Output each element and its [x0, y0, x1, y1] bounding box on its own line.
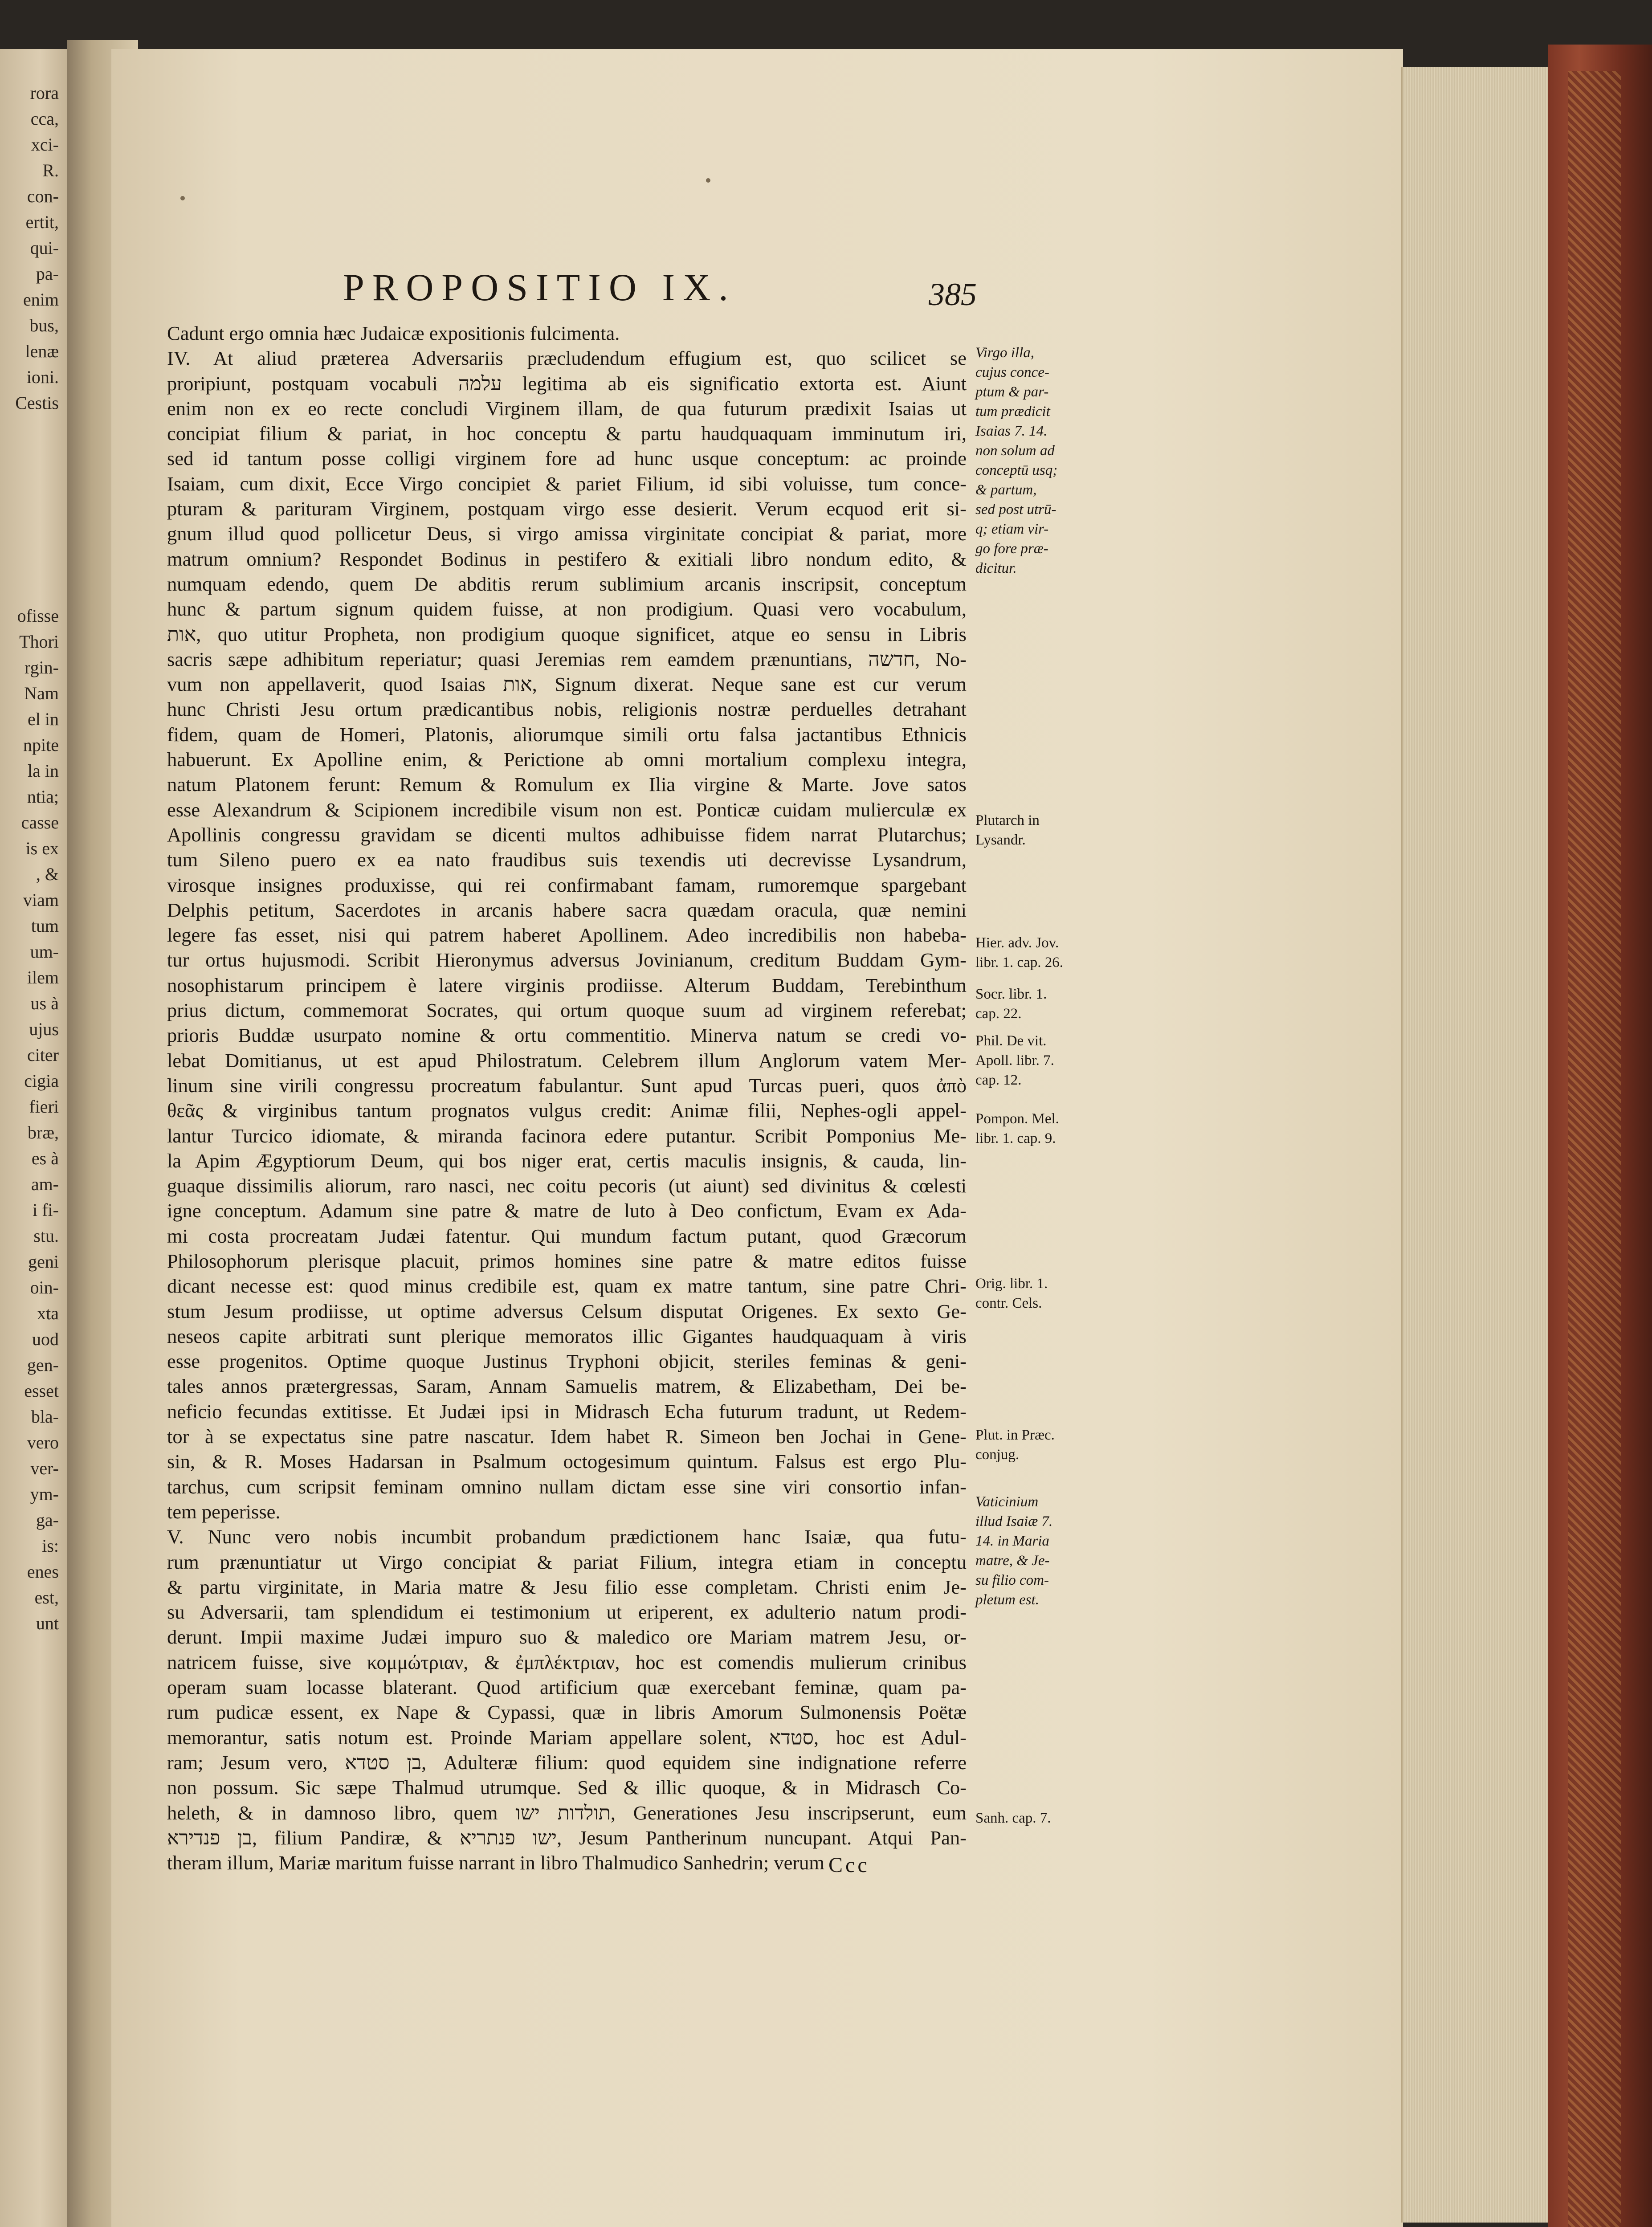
- left-fragment: us à: [30, 993, 59, 1013]
- left-fragment: Cestis: [15, 393, 59, 413]
- left-fragment: ioni.: [26, 367, 59, 387]
- margin-note-line: su filio com-: [975, 1572, 1049, 1588]
- text-line: ram; Jesum vero, בן סטדא, Adulteræ filium: quod equidem sine indignatione referre: [167, 1751, 967, 1774]
- margin-note-line: Apoll. libr. 7.: [975, 1052, 1054, 1069]
- text-line: mi costa procreatam Judæi fatentur. Qui mundum factum putant, quod Græcorum: [167, 1224, 967, 1247]
- left-fragment: con-: [27, 186, 59, 206]
- margin-note: [975, 1109, 1078, 1148]
- margin-note-line: conjug.: [975, 1447, 1020, 1463]
- left-fragment: cca,: [30, 109, 59, 129]
- left-fragment: pa-: [36, 264, 59, 284]
- text-line: su Adversarii, tam splendidum ei testimonium ut eriperent, ex adulterio natum prodi-: [167, 1601, 967, 1623]
- left-fragment: uod: [32, 1329, 59, 1349]
- margin-note-line: cap. 12.: [975, 1072, 1022, 1088]
- margin-note-line: q; etiam vir-: [975, 521, 1049, 537]
- text-line: habuerunt. Ex Apolline enim, & Perictione ab omni mortalium complexu integra,: [167, 748, 967, 771]
- margin-note-line: Lysandr.: [975, 832, 1026, 848]
- text-line: memorantur, satis notum est. Proinde Mariam appellare solent, סטדא, hoc est Adul-: [167, 1726, 967, 1749]
- text-line: theram illum, Mariæ maritum fuisse narrant in libro Thalmudico Sanhedrin; verum: [167, 1852, 825, 1874]
- text-line: lebat Domitianus, ut est apud Philostratum. Celebrem illum Anglorum vatem Mer-: [167, 1049, 967, 1072]
- margin-note-line: tum prædicit: [975, 404, 1050, 420]
- text-line: prius dictum, commemorat Socrates, qui ortum quoque suum ad virginem referebat;: [167, 999, 967, 1022]
- left-fragment: ver-: [30, 1458, 59, 1478]
- text-line: vum non appellaverit, quod Isaias אות, Signum dixerat. Neque sane est cur verum: [167, 673, 967, 696]
- margin-note-line: Virgo illa,: [975, 345, 1034, 361]
- left-fragment: ofisse: [17, 606, 59, 626]
- text-line: stum Jesum prodiisse, ut optime adversus Celsum disputat Origenes. Ex sexto Ge-: [167, 1300, 967, 1322]
- left-fragment: , &: [36, 864, 59, 884]
- margin-note: [975, 1492, 1078, 1610]
- text-line: linum sine virili congressu procreatum fabulantur. Sunt apud Turcas pueri, quos ἀπὸ: [167, 1074, 967, 1097]
- margin-note: [975, 984, 1078, 1024]
- text-line: lantur Turcico idiomate, & miranda facinora edere putantur. Scribit Pomponius Me-: [167, 1124, 967, 1147]
- margin-note-line: cap. 22.: [975, 1006, 1022, 1022]
- left-fragment: oin-: [30, 1277, 59, 1297]
- text-line: Isaiam, cum dixit, Ecce Virgo concipiet & pariet Filium, id sibi voluisse, tum conce-: [167, 472, 967, 495]
- text-line: neficio fecundas extitisse. Et Judæi ipsi in Midrasch Echa futurum tradunt, ut Redem-: [167, 1400, 967, 1423]
- left-fragment: ga-: [36, 1510, 59, 1530]
- margin-note: [975, 1031, 1078, 1090]
- margin-note-line: Sanh. cap. 7.: [975, 1810, 1051, 1826]
- left-fragment: ntia;: [27, 787, 59, 807]
- left-fragment: ilem: [27, 967, 59, 987]
- text-line: rum prænuntiatur ut Virgo concipiat & pariat Filium, integra etiam in conceptu: [167, 1550, 967, 1573]
- text-line: hunc & partum signum quidem fuisse, at non prodigium. Quasi vero vocabulum,: [167, 598, 967, 620]
- text-line: heleth, & in damnoso libro, quem תולדות ישו, Generationes Jesu inscripserunt, eum: [167, 1801, 967, 1824]
- margin-note-line: pletum est.: [975, 1592, 1039, 1608]
- text-line: esse Alexandrum & Scipionem incredibile visum non est. Ponticæ cuidam mulierculæ ex: [167, 798, 967, 821]
- text-line: hunc Christi Jesu ortum prædicantibus nobis, religionis nostræ perduelles detrahant: [167, 698, 967, 721]
- left-fragment: el in: [28, 709, 59, 729]
- margin-note-line: Vaticinium: [975, 1494, 1039, 1510]
- text-line: virosque insignes produxisse, qui rei confirmabant famam, rumoremque spargebant: [167, 873, 967, 896]
- text-line: θεᾶς & virginibus tantum prognatos vulgus credit: Animæ filii, Nephes-ogli appel-: [167, 1099, 967, 1122]
- text-line: tarchus, cum scripsit feminam omnino nullam dictam esse sine viri consortio infan-: [167, 1475, 967, 1498]
- text-line: tor à se expectatus sine patre nascatur. Idem habet R. Simeon ben Jochai in Gene-: [167, 1425, 967, 1448]
- text-line: rum pudicæ essent, ex Nape & Cypassi, quæ in libris Amorum Sulmonensis Poëtæ: [167, 1701, 967, 1724]
- margin-note-line: Orig. libr. 1.: [975, 1276, 1048, 1292]
- text-line: numquam edendo, quem De abditis rerum sublimium arcanis inscripsit, conceptum: [167, 572, 967, 595]
- margin-note-line: go fore præ-: [975, 541, 1048, 557]
- left-fragment: unt: [36, 1613, 59, 1633]
- left-fragment: R.: [42, 160, 59, 180]
- left-fragment: bus,: [29, 315, 59, 335]
- margin-note-line: dicitur.: [975, 560, 1017, 576]
- text-line: Delphis petitum, Sacerdotes in arcanis habere sacra quædam oracula, quæ nemini: [167, 898, 967, 921]
- text-line: dicant necesse est: quod minus credibile est, quam ex matre tantum, sine patre Chri-: [167, 1275, 967, 1297]
- page-block-edge: [1401, 67, 1550, 2223]
- text-line: non possum. Sic sæpe Thalmud utrumque. Sed & illic quoque, & in Midrasch Co-: [167, 1776, 967, 1799]
- margin-note-line: Pompon. Mel.: [975, 1111, 1059, 1127]
- margin-note-line: Phil. De vit.: [975, 1033, 1047, 1049]
- text-line: enim non ex eo recte concludi Virginem illam, de qua futurum prædixit Isaias ut: [167, 397, 967, 420]
- margin-note-line: libr. 1. cap. 26.: [975, 954, 1064, 971]
- text-line: Apollinis congressu gravidam se dicenti multos adhibuisse fidem narrat Plutarchus;: [167, 823, 967, 846]
- margin-note-line: & partum,: [975, 482, 1037, 498]
- text-line: IV. At aliud præterea Adversariis præcludendum effugium est, quo scilicet se: [167, 347, 967, 370]
- margin-note: [975, 811, 1078, 850]
- text-line: matrum omnium? Respondet Bodinus in pestifero & exitiali libro nondum edito, &: [167, 547, 967, 570]
- left-fragment: citer: [27, 1045, 59, 1065]
- left-fragment: enim: [23, 290, 59, 310]
- text-line: natricem fuisse, sive κομμώτριαν, & ἐμπλέκτριαν, hoc est comendis mulierum crinibus: [167, 1651, 967, 1673]
- running-head: PROPOSITIO IX.: [343, 266, 736, 309]
- margin-note-line: matre, & Je-: [975, 1553, 1050, 1569]
- left-fragment: stu.: [33, 1226, 59, 1246]
- text-line: neseos capite arbitrati sunt plerique memoratos illic Gigantes haudquaquam à viris: [167, 1325, 967, 1347]
- signature-mark: Ccc: [828, 1853, 870, 1877]
- left-fragment: vero: [27, 1432, 59, 1452]
- text-line: pturam & parituram Virginem, postquam virgo esse desierit. Verum ecquod erit si-: [167, 498, 967, 520]
- left-fragment: rgin-: [24, 657, 59, 677]
- margin-note: [975, 343, 1078, 578]
- paper-speck: [180, 196, 185, 200]
- left-fragment: ym-: [30, 1484, 59, 1504]
- text-line: V. Nunc vero nobis incumbit probandum prædictionem hanc Isaiæ, qua futu-: [167, 1525, 967, 1548]
- margin-note: [975, 1808, 1078, 1828]
- text-line: esse progenitos. Optime quoque Justinus Tryphoni objicit, steriles feminas & geni-: [167, 1350, 967, 1373]
- left-fragment: la in: [28, 761, 59, 781]
- text-line: Cadunt ergo omnia hæc Judaicæ expositionis fulcimenta.: [167, 322, 620, 344]
- text-line: legere fas esset, nisi qui patrem haberet Apollinem. Adeo incredibilis non habeba-: [167, 924, 967, 946]
- margin-note-line: Hier. adv. Jov.: [975, 935, 1059, 951]
- left-fragment: es à: [31, 1148, 59, 1168]
- margin-note-line: cujus conce-: [975, 364, 1049, 380]
- left-fragment: esset: [24, 1381, 59, 1401]
- margin-note-line: Plutarch in: [975, 812, 1040, 828]
- body-text: [167, 321, 967, 1875]
- left-fragment: is ex: [25, 838, 59, 858]
- text-line: gnum illud quod pollicetur Deus, si virgo amissa virginitate concipiat & pariat, more: [167, 522, 967, 545]
- left-fragment: enes: [27, 1562, 59, 1582]
- left-fragment: um-: [30, 942, 59, 962]
- left-fragment: est,: [34, 1587, 59, 1607]
- left-fragment: viam: [23, 890, 59, 910]
- left-fragment: Nam: [24, 683, 59, 703]
- text-line: tum Sileno puero ex ea nato fraudibus suis texendis uti decrevisse Lysandrum,: [167, 848, 967, 871]
- left-fragment: cigia: [24, 1071, 59, 1091]
- left-fragment: ertit,: [25, 212, 59, 232]
- text-line: igne conceptum. Adamum sine patre & matre de luto à Deo confictum, Evam ex Ada-: [167, 1199, 967, 1222]
- margin-note: [975, 1274, 1078, 1313]
- margin-note-line: conceptū usq;: [975, 462, 1058, 478]
- left-fragment: geni: [28, 1252, 59, 1272]
- left-fragment: rora: [30, 83, 59, 103]
- text-line: בן פנדירא, filium Pandiræ, & ישו פנתריא, Jesum Pantherinum nuncupant. Atqui Pan-: [167, 1826, 967, 1849]
- text-line: nosophistarum principem è latere virginis prodiisse. Alterum Buddam, Terebinthum: [167, 974, 967, 996]
- left-fragment: tum: [31, 916, 59, 936]
- text-line: fidem, quam de Homeri, Platonis, aliorumque simili ortu falsa jactantibus Ethnicis: [167, 723, 967, 746]
- left-fragment: lenæ: [25, 341, 59, 361]
- text-line: concipiat filium & pariat, in hoc conceptu & partu haudquaquam imminutum iri,: [167, 422, 967, 445]
- left-fragment: is:: [42, 1536, 59, 1556]
- text-line: tur ortus hujusmodi. Scribit Hieronymus adversus Jovinianum, creditum Buddam Gym-: [167, 949, 967, 971]
- page-number: 385: [929, 277, 977, 312]
- left-fragment: qui-: [30, 238, 59, 258]
- margin-note-line: Socr. libr. 1.: [975, 986, 1047, 1002]
- margin-note-line: Plut. in Præc.: [975, 1427, 1055, 1443]
- margin-note-line: sed post utrū-: [975, 502, 1056, 518]
- left-fragment: xta: [37, 1303, 59, 1323]
- margin-note-line: libr. 1. cap. 9.: [975, 1130, 1056, 1146]
- margin-note: [975, 1425, 1078, 1464]
- margin-note-line: non solum ad: [975, 443, 1055, 459]
- text-line: proripiunt, postquam vocabuli עלמה legitima ab eis significatio extorta est. Aiunt: [167, 372, 967, 395]
- text-line: & partu virginitate, in Maria matre & Jesu filio esse completam. Christi enim Je-: [167, 1575, 967, 1598]
- left-page-text-fragments: [0, 80, 67, 1636]
- left-fragment: am-: [31, 1174, 59, 1194]
- margin-note-line: Isaias 7. 14.: [975, 423, 1048, 439]
- left-fragment: xci-: [31, 135, 59, 155]
- text-line: operam suam locasse blaterant. Quod artificium quæ exercebant feminæ, quam pa-: [167, 1676, 967, 1699]
- text-line: sed id tantum posse colligi virginem fore ad hunc usque conceptum: ac proinde: [167, 447, 967, 470]
- left-fragment: ujus: [29, 1019, 59, 1039]
- text-line: derunt. Impii maxime Judæi impuro suo & maledico ore Mariam matrem Jesu, or-: [167, 1626, 967, 1648]
- text-line: la Apim Ægyptiorum Deum, qui bos niger erat, certis maculis insignis, & cauda, lin-: [167, 1149, 967, 1172]
- margin-note-line: ptum & par-: [975, 384, 1049, 400]
- text-line: אות, quo utitur Propheta, non prodigium quoque significet, atque eo sensu in Libris: [167, 623, 967, 645]
- margin-note-line: contr. Cels.: [975, 1295, 1042, 1311]
- text-line: sin, & R. Moses Hadarsan in Psalmum octogesimum quintum. Falsus est ergo Plu-: [167, 1450, 967, 1473]
- text-line: tales annos prætergressas, Saram, Annam Samuelis matrem, & Elizabetham, Dei be-: [167, 1375, 967, 1398]
- left-fragment: bla-: [31, 1407, 59, 1427]
- left-fragment: bræ,: [28, 1122, 59, 1142]
- left-fragment: npite: [23, 735, 59, 755]
- left-fragment: gen-: [27, 1355, 59, 1375]
- cover-tooling-pattern: [1568, 71, 1621, 2227]
- margin-note: [975, 933, 1078, 972]
- text-line: guaque dissimilis aliorum, raro nasci, nec coitu pecoris (ut aiunt) sed divinitus & cœlesti: [167, 1175, 967, 1197]
- left-fragment: i fi-: [33, 1200, 59, 1220]
- left-fragment: fieri: [29, 1097, 59, 1117]
- margin-note-line: illud Isaiæ 7.: [975, 1513, 1053, 1530]
- paper-speck: [706, 178, 710, 183]
- margin-note-line: 14. in Maria: [975, 1533, 1049, 1549]
- text-line: natum Platonem ferunt: Remum & Romulum ex Ilia virgine & Marte. Jove satos: [167, 773, 967, 796]
- text-line: tem peperisse.: [167, 1500, 281, 1523]
- text-line: prioris Buddæ usurpato nomine & ortu commentitio. Minerva natum se credi vo-: [167, 1024, 967, 1047]
- left-fragment: Thori: [19, 632, 59, 652]
- text-line: Philosophorum plerisque placuit, primos homines sine patre & matre editos fuisse: [167, 1249, 967, 1272]
- text-line: sacris sæpe adhibitum reperiatur; quasi Jeremias rem eamdem prænuntians, חדשה, No-: [167, 648, 967, 670]
- left-fragment: casse: [21, 812, 59, 832]
